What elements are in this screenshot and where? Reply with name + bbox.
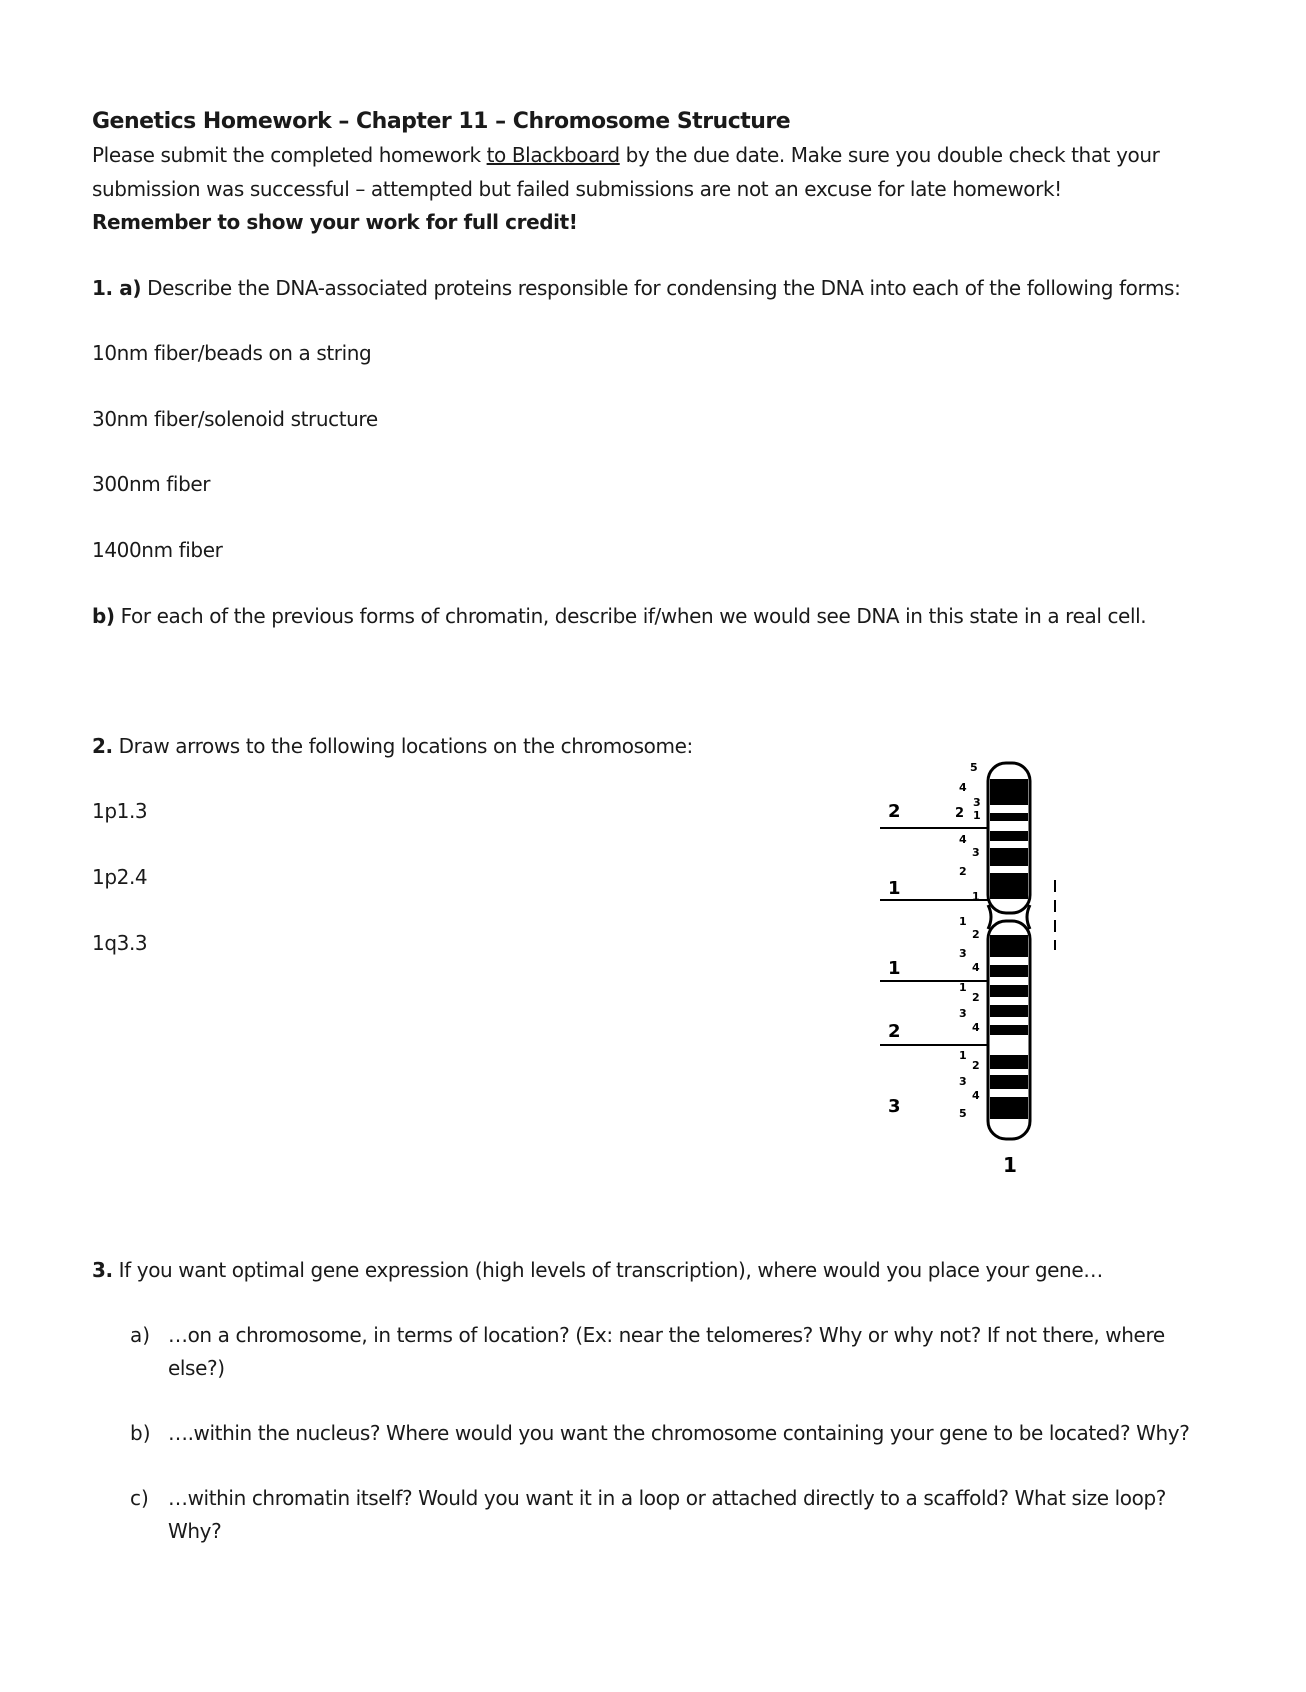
band-label: 4 <box>972 1021 980 1034</box>
chromosome-body <box>988 763 1030 1139</box>
instructions-line-1 <box>92 139 1159 172</box>
question-1b-prompt: For each of the previous forms of chromatin, describe if/when we would see DNA in this state in a real cell. <box>114 604 1147 628</box>
band-q-dark <box>990 985 1028 997</box>
question-3b-line-1: ….within the nucleus? Where would you want the chromosome containing your gene to be located? Why? <box>168 1421 1190 1445</box>
band-label: 3 <box>959 1007 967 1020</box>
question-3c-line-1: …within chromatin itself? Would you want it in a loop or attached directly to a scaffold? What size loop? <box>168 1486 1166 1510</box>
band-label: 3 <box>973 796 981 809</box>
question-1a <box>92 272 1180 305</box>
question-2-number: 2. <box>92 734 113 758</box>
band-label: 5 <box>959 1107 967 1120</box>
band-label: 2 <box>972 928 980 941</box>
question-3c-line-2: Why? <box>168 1519 222 1543</box>
instructions-text-a: Please submit the completed homework <box>92 143 487 167</box>
question-2-prompt: Draw arrows to the following locations on the chromosome: <box>112 734 693 758</box>
band-q-dark <box>990 1025 1028 1035</box>
question-3a-line-2: else?) <box>168 1356 225 1380</box>
question-3 <box>92 1254 1103 1287</box>
reminder-text: Remember to show your work for full credit! <box>92 210 578 234</box>
blackboard-link[interactable]: to Blackboard <box>486 143 620 167</box>
band-p-dark <box>990 779 1028 805</box>
form-1400nm: 1400nm fiber <box>92 538 223 562</box>
band-q-dark <box>990 1055 1028 1069</box>
band-label: 3 <box>959 947 967 960</box>
band-q-dark <box>990 935 1028 957</box>
band-p-dark <box>990 813 1028 821</box>
form-30nm: 30nm fiber/solenoid structure <box>92 407 378 431</box>
band-label: 1 <box>959 1049 967 1062</box>
band-label: 4 <box>972 1089 980 1102</box>
region-label: 3 <box>888 1096 901 1117</box>
band-label: 2 <box>972 991 980 1004</box>
band-label: 1 <box>972 890 980 903</box>
band-q-dark <box>990 1097 1028 1119</box>
band-p-dark <box>990 848 1028 866</box>
form-300nm: 300nm fiber <box>92 472 211 496</box>
band-q-dark <box>990 1075 1028 1089</box>
band-label: 3 <box>959 1075 967 1088</box>
band-label: 2 <box>972 1059 980 1072</box>
band-label: 2 <box>955 806 965 821</box>
band-label: 3 <box>972 846 980 859</box>
chromosome-1-ideogram <box>880 755 1060 1195</box>
band-label: 1 <box>959 915 967 928</box>
location-1q3-3: 1q3.3 <box>92 931 148 955</box>
question-1a-prompt: Describe the DNA-associated proteins responsible for condensing the DNA into each of the following forms: <box>141 276 1181 300</box>
instructions-line-2: submission was successful – attempted but failed submissions are not an excuse for late homework! <box>92 177 1062 201</box>
band-q-dark <box>990 965 1028 977</box>
band-label: 2 <box>959 865 967 878</box>
band-labels <box>955 761 981 1120</box>
band-label: 4 <box>959 781 967 794</box>
region-label: 2 <box>888 801 901 822</box>
location-1p2-4: 1p2.4 <box>92 865 148 889</box>
band-label: 5 <box>970 761 978 774</box>
instructions-text-b: by the due date. Make sure you double check that your <box>619 143 1160 167</box>
form-10nm: 10nm fiber/beads on a string <box>92 341 372 365</box>
region-label: 1 <box>888 878 901 899</box>
region-label: 1 <box>888 958 901 979</box>
chromosome-number: 1 <box>1003 1153 1017 1177</box>
page-title: Genetics Homework – Chapter 11 – Chromosome Structure <box>92 109 791 134</box>
band-q-dark <box>990 1005 1028 1017</box>
question-3-prompt: If you want optimal gene expression (high levels of transcription), where would you place your gene… <box>112 1258 1103 1282</box>
band-label: 1 <box>959 981 967 994</box>
question-1b <box>92 600 1146 633</box>
band-label: 4 <box>959 833 967 846</box>
question-1a-number: 1. a) <box>92 276 142 300</box>
question-3c-label: c) <box>130 1486 149 1510</box>
band-label: 1 <box>973 809 981 822</box>
region-label: 2 <box>888 1021 901 1042</box>
band-label: 4 <box>972 961 980 974</box>
band-p-dark <box>990 873 1028 899</box>
band-p-dark <box>990 831 1028 841</box>
question-3a-line-1: …on a chromosome, in terms of location? (Ex: near the telomeres? Why or why not? If not there, where <box>168 1323 1165 1347</box>
question-3b-label: b) <box>130 1421 151 1445</box>
question-3a-label: a) <box>130 1323 151 1347</box>
question-2 <box>92 730 693 763</box>
question-3-number: 3. <box>92 1258 113 1282</box>
location-1p1-3: 1p1.3 <box>92 799 148 823</box>
question-1b-label: b) <box>92 604 115 628</box>
